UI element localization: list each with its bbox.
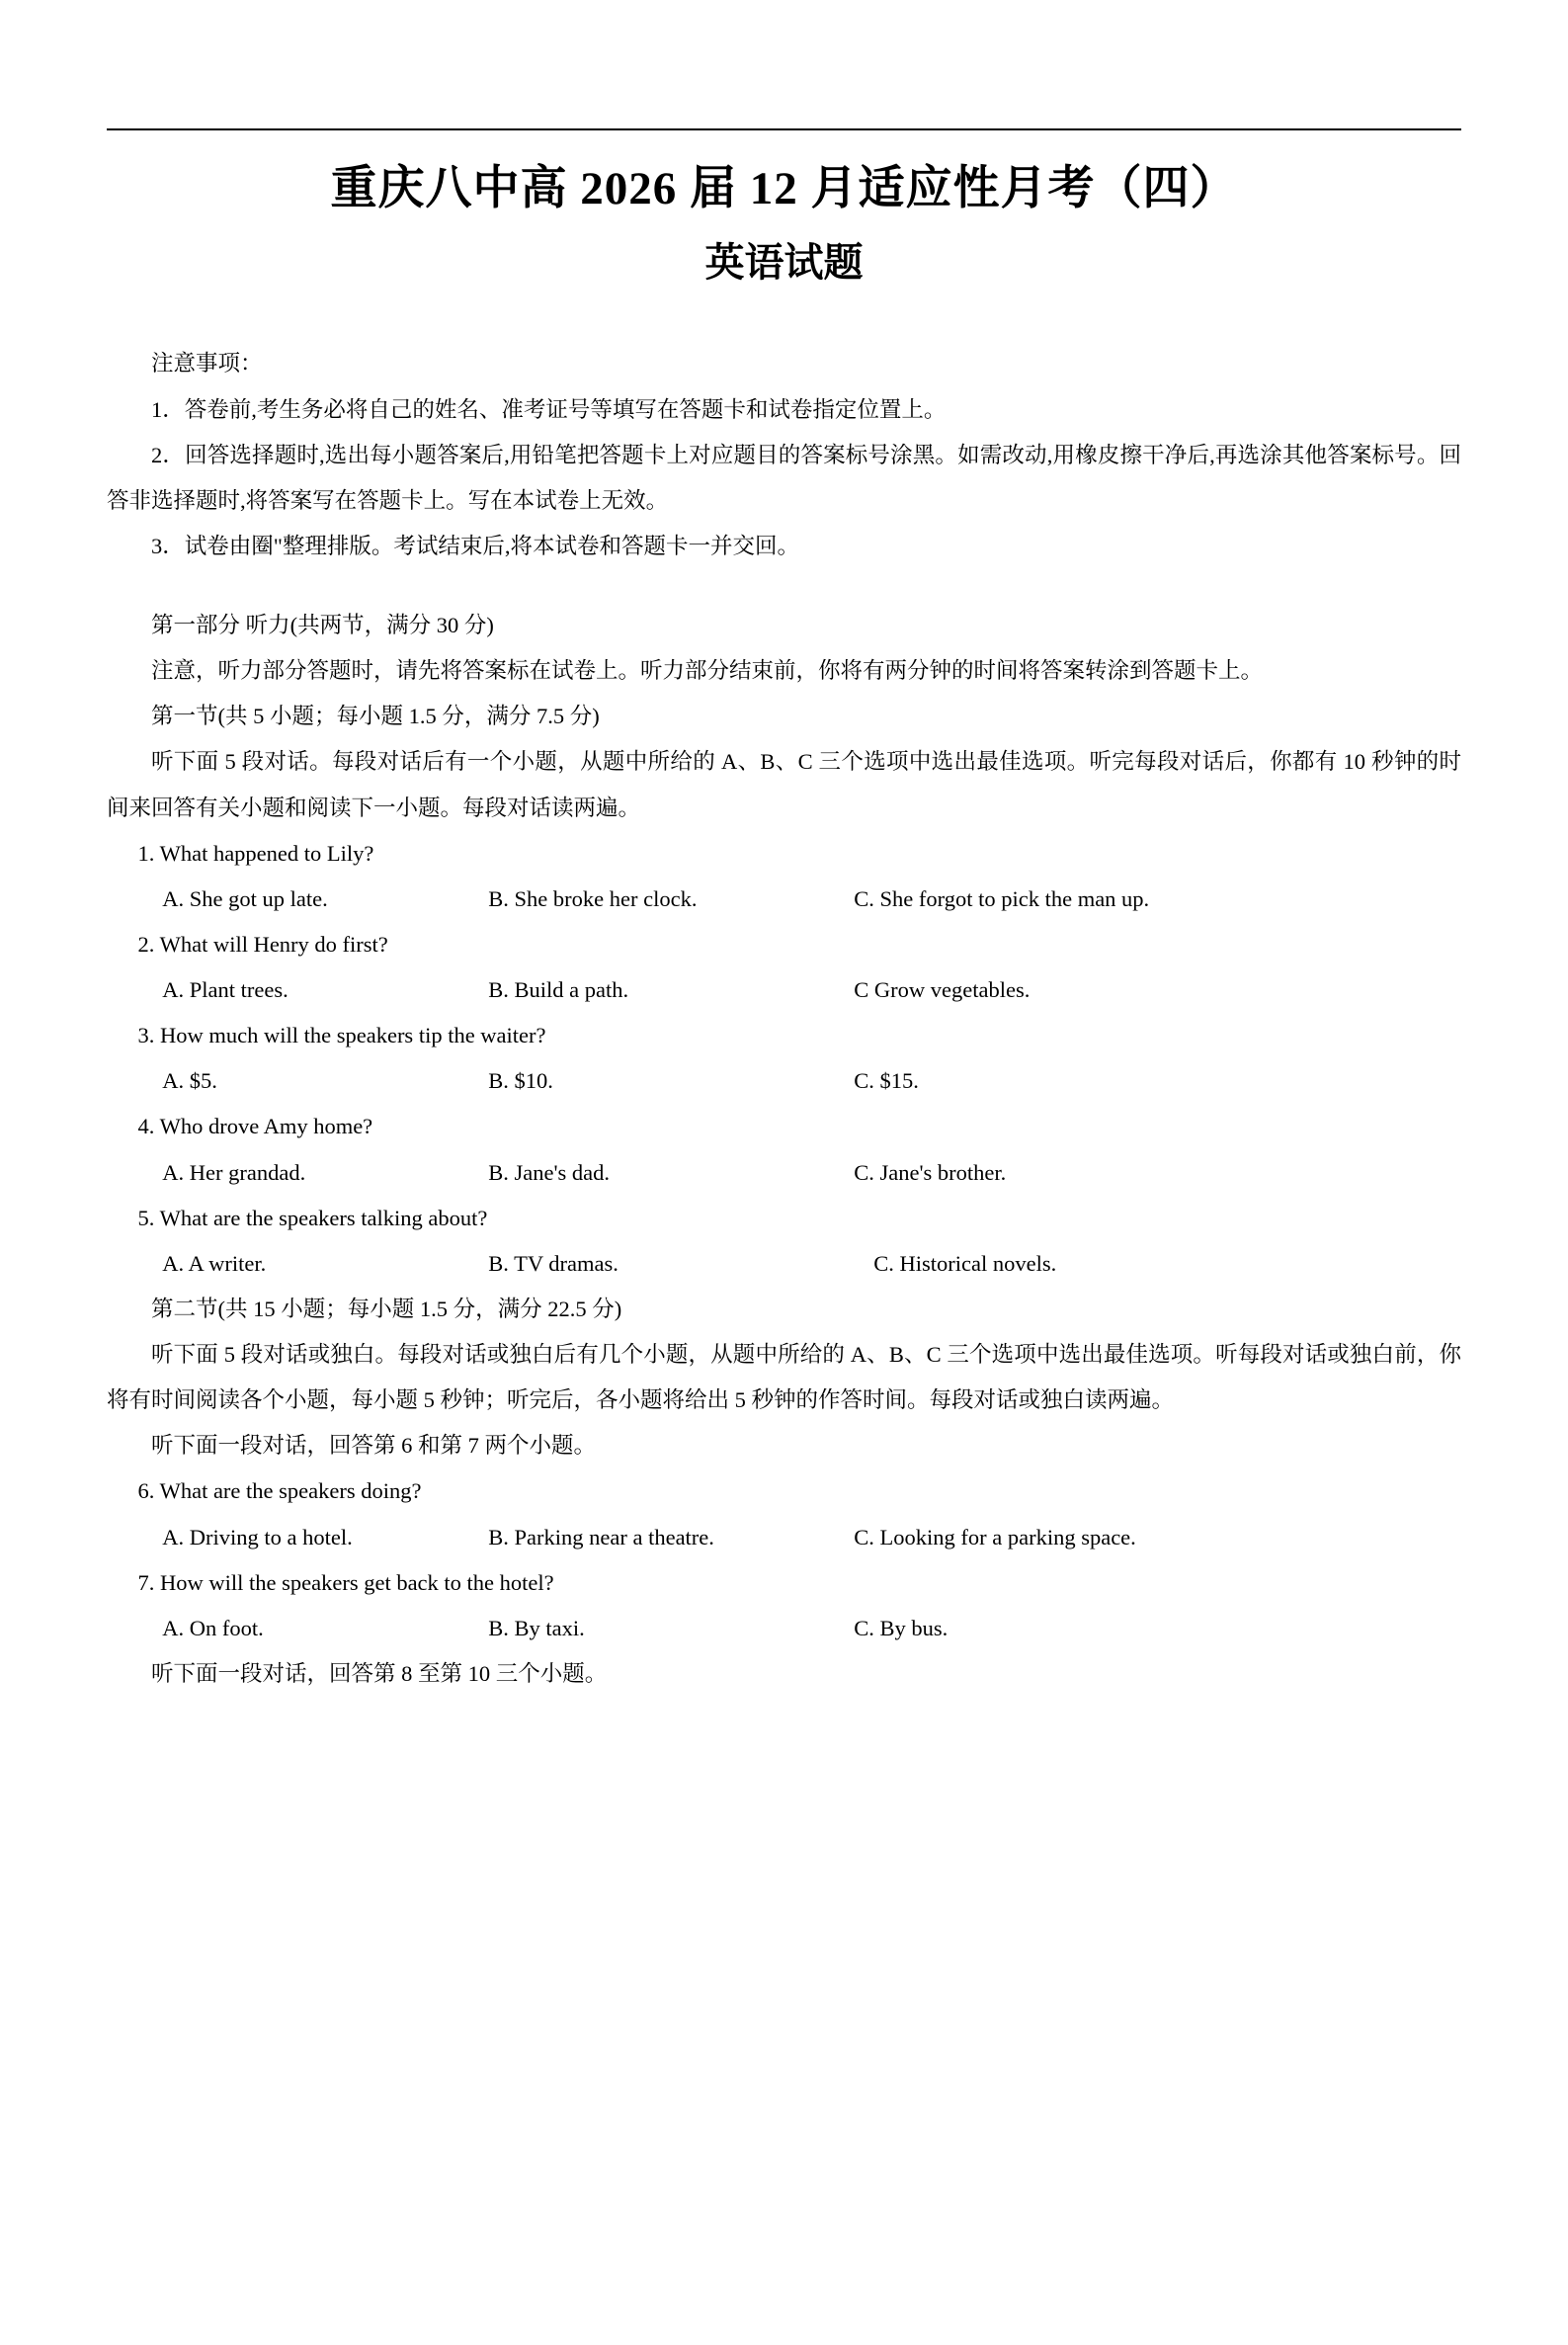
question-stem: 5. What are the speakers talking about? (137, 1205, 488, 1230)
option-c[interactable]: C Grow vegetables. (854, 977, 1031, 1003)
section-one-instruction: 听下面 5 段对话。每段对话后有一个小题，从题中所给的 A、B、C 三个选项中选出最佳选项。听完每段对话后，你都有 10 秒钟的时间来回答有关小题和阅读下一小题。每段对话读两遍。 (107, 749, 1461, 820)
option-a[interactable]: A. On foot. (162, 1615, 264, 1640)
option-b[interactable]: B. TV dramas. (488, 1250, 619, 1276)
option-a[interactable]: A. $5. (162, 1068, 217, 1094)
section-two-heading: 第二节(共 15 小题；每小题 1.5 分，满分 22.5 分) (151, 1296, 622, 1321)
question-options (107, 1515, 1461, 1560)
option-a[interactable]: A. Driving to a hotel. (162, 1524, 353, 1549)
option-b[interactable]: B. Parking near a theatre. (488, 1524, 714, 1549)
title-block (107, 158, 1461, 290)
question-options (107, 967, 1461, 1013)
option-b[interactable]: B. By taxi. (488, 1615, 585, 1640)
page-title: 重庆八中高 2026 届 12 月适应性月考（四） (330, 163, 1238, 214)
option-c[interactable]: C. She forgot to pick the man up. (854, 885, 1150, 911)
section-two-instruction: 听下面 5 段对话或独白。每段对话或独白后有几个小题，从题中所给的 A、B、C 三个选项中选出最佳选项。听每段对话或独白前，你将有时间阅读各个小题，每小题 5 秒钟；听完后，各小题将给出 5 秒钟的作答时间。每段对话或独白读两遍。 (107, 1342, 1461, 1413)
question-stem: 7. How will the speakers get back to the hotel? (137, 1569, 554, 1595)
option-b[interactable]: B. She broke her clock. (488, 885, 698, 911)
question-stem: 6. What are the speakers doing? (137, 1478, 422, 1504)
option-b[interactable]: B. Jane's dad. (488, 1159, 611, 1185)
option-c[interactable]: C. Looking for a parking space. (854, 1524, 1136, 1549)
option-a[interactable]: A. A writer. (162, 1250, 267, 1276)
header-divider-rule (107, 128, 1461, 130)
part-one-note: 注意，听力部分答题时，请先将答案标在试卷上。听力部分结束前，你将有两分钟的时间将答案转涂到答题卡上。 (151, 658, 1264, 684)
option-b[interactable]: B. Build a path. (488, 977, 629, 1003)
notice-heading: 注意事项： (151, 351, 263, 377)
question-options (107, 1241, 1461, 1287)
part-one-heading: 第一部分 听力(共两节，满分 30 分) (151, 613, 494, 638)
exam-paper-page (0, 128, 1568, 2345)
option-a[interactable]: A. Her grandad. (162, 1159, 306, 1185)
page-subtitle: 英语试题 (704, 240, 864, 286)
document-body (107, 341, 1461, 1697)
question-options (107, 877, 1461, 922)
listening-lead-in-2: 听下面一段对话，回答第 8 至第 10 三个小题。 (151, 1660, 608, 1686)
question-stem: 4. Who drove Amy home? (137, 1114, 373, 1139)
option-c[interactable]: C. Jane's brother. (854, 1159, 1007, 1185)
notice-item-2: 2．回答选择题时,选出每小题答案后,用铅笔把答题卡上对应题目的答案标号涂黑。如需改动,用橡皮擦干净后,再选涂其他答案标号。回答非选择题时,将答案写在答题卡上。写在本试卷上无效。 (107, 442, 1461, 513)
option-c[interactable]: C. By bus. (854, 1615, 949, 1640)
question-options (107, 1150, 1461, 1196)
option-a[interactable]: A. Plant trees. (162, 977, 289, 1003)
question-options (107, 1606, 1461, 1651)
listening-lead-in-1: 听下面一段对话，回答第 6 和第 7 两个小题。 (151, 1433, 597, 1459)
option-b[interactable]: B. $10. (488, 1068, 553, 1094)
option-c[interactable]: C. $15. (854, 1068, 919, 1094)
question-options (107, 1058, 1461, 1104)
section-one-heading: 第一节(共 5 小题；每小题 1.5 分，满分 7.5 分) (151, 704, 600, 729)
option-c[interactable]: C. Historical novels. (873, 1250, 1057, 1276)
notice-item-1: 1．答卷前,考生务必将自己的姓名、准考证号等填写在答题卡和试卷指定位置上。 (151, 396, 947, 422)
notice-item-3: 3．试卷由圈"整理排版。考试结束后,将本试卷和答题卡一并交回。 (151, 533, 800, 558)
section-spacer (107, 569, 1461, 603)
question-stem: 2. What will Henry do first? (137, 931, 388, 957)
option-a[interactable]: A. She got up late. (162, 885, 328, 911)
question-stem: 3. How much will the speakers tip the waiter? (137, 1023, 546, 1048)
question-stem: 1. What happened to Lily? (137, 840, 374, 866)
